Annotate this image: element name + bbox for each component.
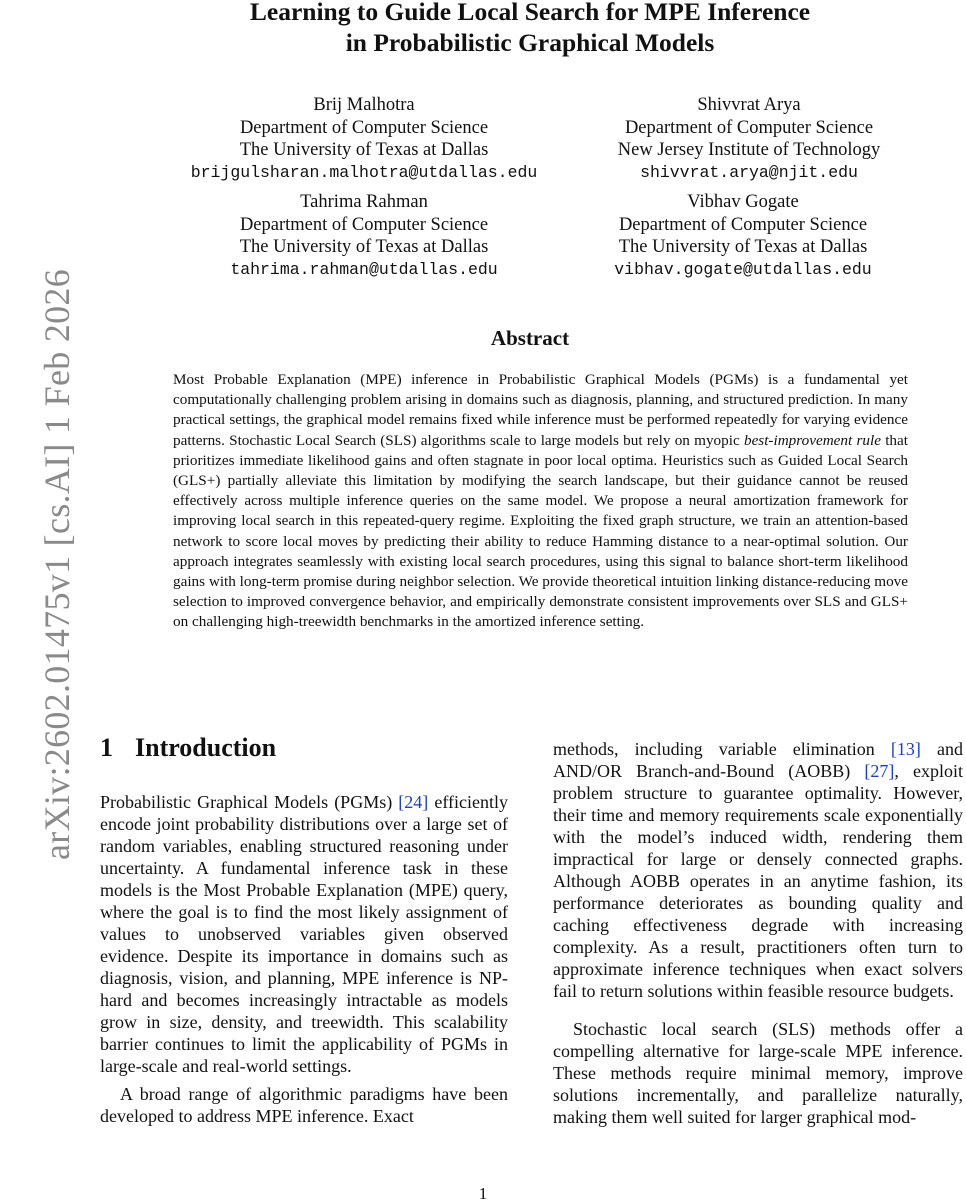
paragraph: Stochastic local search (SLS) methods offer a compelling alternative for large-scale MPE inference. These methods require minimal memory, improve solutions incrementally, and parallelize naturally, making them well suited for larger graphical mod- xyxy=(553,1019,963,1127)
author-department: Department of Computer Science xyxy=(618,214,868,235)
paragraph xyxy=(553,738,963,1002)
section-number: 1 xyxy=(100,733,113,762)
paragraph-text: methods, including variable elimination xyxy=(553,739,891,759)
author-institution: The University of Texas at Dallas xyxy=(618,237,868,257)
author-name: Tahrima Rahman xyxy=(300,192,428,212)
author-name: Vibhav Gogate xyxy=(687,192,799,212)
page-number: 1 xyxy=(478,1184,488,1203)
right-column xyxy=(553,738,963,1128)
arxiv-identifier-sidebar xyxy=(0,240,77,860)
author-department: Department of Computer Science xyxy=(624,117,874,138)
author-institution: The University of Texas at Dallas xyxy=(239,237,489,257)
paragraph xyxy=(100,791,508,1077)
author-block-4 xyxy=(523,191,963,281)
title-line-1: Learning to Guide Local Search for MPE Inference xyxy=(249,0,811,26)
arxiv-identifier: arXiv:2602.01475v1 [cs.AI] 1 Feb 2026 xyxy=(37,268,77,860)
author-department: Department of Computer Science xyxy=(239,214,489,235)
left-column xyxy=(100,791,508,1127)
citation-link[interactable]: [24] xyxy=(398,792,429,812)
author-block-3 xyxy=(144,191,584,281)
abstract-text-2: that prioritizes immediate likelihood gains and often stagnate in poor local optima. Heuristics such as Guided Local Search (GLS+) partially alleviate this limitation by modifying the search landscape, but their guidance cannot be reused effectively across multiple inference queries on the same model. We propose a neural amortization framework for improving local search in this repeated-query regime. Exploiting the fixed graph structure, we train an attention-based network to score local moves by predicting their ability to reduce Hamming distance to a near-optimal solution. Our approach integrates seamlessly with existing local search procedures, using this signal to balance short-term likelihood gains with long-term promise during neighbor selection. We provide theoretical intuition linking distance-reducing move selection to improved convergence behavior, and empirically demonstrate consistent improvements over SLS and GLS+ on challenging high-treewidth benchmarks in the amortized inference setting. xyxy=(173,431,908,631)
section-title: Introduction xyxy=(135,733,277,762)
citation-link[interactable]: [27] xyxy=(864,761,895,781)
author-email[interactable]: vibhav.gogate@utdallas.edu xyxy=(614,259,872,279)
author-email[interactable]: brijgulsharan.malhotra@utdallas.edu xyxy=(190,162,538,182)
author-institution: New Jersey Institute of Technology xyxy=(617,140,881,160)
abstract-body xyxy=(173,370,908,633)
section-heading xyxy=(100,733,276,763)
author-email[interactable]: tahrima.rahman@utdallas.edu xyxy=(230,259,498,279)
citation-link[interactable]: [13] xyxy=(890,739,921,759)
author-name: Brij Malhotra xyxy=(313,95,415,115)
abstract-heading: Abstract xyxy=(490,326,570,350)
title-line-2: in Probabilistic Graphical Models xyxy=(345,28,715,57)
paragraph-text: efficiently encode joint probability distributions over a large set of random variables, enabling structured reasoning under uncertainty. A fundamental inference task in these models is the Most Probable Explanation (MPE) query, where the goal is to find the most likely assignment of values to unobserved variables given observed evidence. Despite its importance in domains such as diagnosis, vision, and planning, MPE inference is NP-hard and becomes increasingly intractable as models grow in size, density, and treewidth. This scalability barrier continues to limit the applicability of PGMs in large-scale and real-world settings. xyxy=(100,792,508,1076)
author-block-1 xyxy=(144,94,584,184)
paragraph-text: and AND/OR Branch-and-Bound (AOBB) xyxy=(553,739,963,781)
author-email[interactable]: shivvrat.arya@njit.edu xyxy=(640,162,858,182)
paper-title xyxy=(190,0,870,58)
paragraph: A broad range of algorithmic paradigms have been developed to address MPE inference. Exact xyxy=(100,1084,508,1126)
paragraph-text: Probabilistic Graphical Models (PGMs) xyxy=(100,792,399,812)
author-department: Department of Computer Science xyxy=(239,117,489,138)
author-block-2 xyxy=(529,94,966,184)
paragraph-text: , exploit problem structure to guarantee optimality. However, their time and memory requirements scale exponentially with the model’s induced width, rendering them impractical for large or densely connected graphs. Although AOBB operates in an anytime fashion, its performance deteriorates as bounding quality and caching effectiveness degrade with increasing complexity. As a result, practitioners often turn to approximate inference techniques when exact solvers fail to return solutions within feasible resource budgets. xyxy=(553,761,963,1001)
abstract-italic-term: best-improvement rule xyxy=(743,431,881,449)
abstract-text-1: Most Probable Explanation (MPE) inference in Probabilistic Graphical Models (PGMs) is a fundamental yet computationally challenging problem arising in domains such as diagnosis, planning, and structured prediction. In many practical settings, the graphical model remains fixed while inference must be performed repeatedly for varying evidence patterns. Stochastic Local Search (SLS) algorithms scale to large models but rely on myopic xyxy=(173,371,908,449)
author-institution: The University of Texas at Dallas xyxy=(239,140,489,160)
author-name: Shivvrat Arya xyxy=(697,95,801,115)
